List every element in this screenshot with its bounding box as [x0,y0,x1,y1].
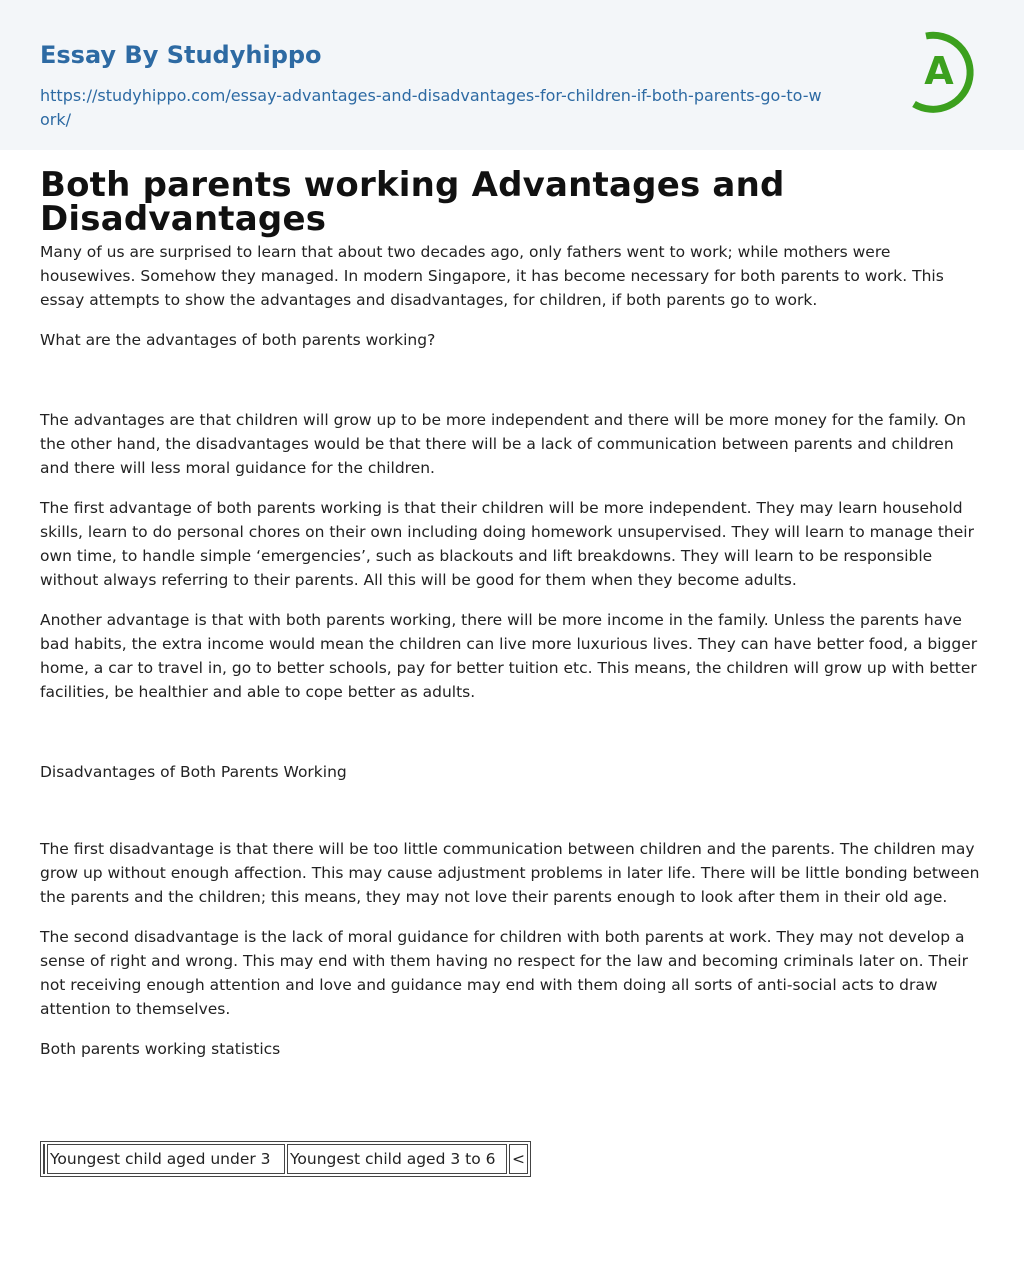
source-url-link[interactable]: https://studyhippo.com/essay-advantages-and-disadvantages-for-children-if-both-parents-go-to-work/ [40,86,822,129]
table-cell-3-to-6: Youngest child aged 3 to 6 [287,1144,507,1174]
page-title: Both parents working Advantages and Disadvantages [40,165,785,239]
disadvantages-heading: Disadvantages of Both Parents Working [40,763,347,781]
statistics-table [40,1141,531,1177]
paragraph-disadvantage-one: The first disadvantage is that there will be too little communication between children and the parents. The children may grow up without enough affection. This may cause adjustment problems in later life. There will be little bonding between the parents and the children; this means, they may not love their parents enough to look after them in their old age. [40,840,980,906]
site-header [0,0,1024,150]
article-body [0,150,1024,1177]
advantages-question: What are the advantages of both parents working? [40,331,436,349]
statistics-heading: Both parents working statistics [40,1040,281,1058]
table-cell-under-3: Youngest child aged under 3 [47,1144,285,1174]
logo-letter: A [924,49,954,93]
site-brand[interactable]: Essay By Studyhippo [40,41,322,69]
table-cell-empty [43,1144,45,1174]
paragraph-advantage-two: Another advantage is that with both parents working, there will be more income in the family. Unless the parents have bad habits, the extra income would mean the children can live more luxurious lives. They can have better food, a bigger home, a car to travel in, go to better schools, pay for better tuition etc. This means, the children will grow up with better facilities, be healthier and able to cope better as adults. [40,611,978,701]
table-cell-truncated: < [509,1144,528,1174]
paragraph-summary: The advantages are that children will grow up to be more independent and there will be more money for the family. On the other hand, the disadvantages would be that there will be a lack of communication between parents and children and there will less moral guidance for the children. [40,411,966,477]
paragraph-disadvantage-two: The second disadvantage is the lack of moral guidance for children with both parents at work. They may not develop a sense of right and wrong. This may end with them having no respect for the law and becoming criminals later on. Their not receiving enough attention and love and guidance may end with them doing all sorts of anti-social acts to draw attention to themselves. [40,928,968,1018]
table-row [43,1144,528,1174]
studyhippo-logo[interactable] [906,28,988,116]
paragraph-intro: Many of us are surprised to learn that about two decades ago, only fathers went to work; while mothers were housewives. Somehow they managed. In modern Singapore, it has become necessary for both parents to work. This essay attempts to show the advantages and disadvantages, for children, if both parents go to work. [40,243,944,309]
paragraph-advantage-one: The first advantage of both parents working is that their children will be more independent. They may learn household skills, learn to do personal chores on their own including doing homework unsupervised. They will learn to manage their own time, to handle simple ‘emergencies’, such as blackouts and lift breakdowns. They will learn to be responsible without always referring to their parents. All this will be good for them when they become adults. [40,499,974,589]
